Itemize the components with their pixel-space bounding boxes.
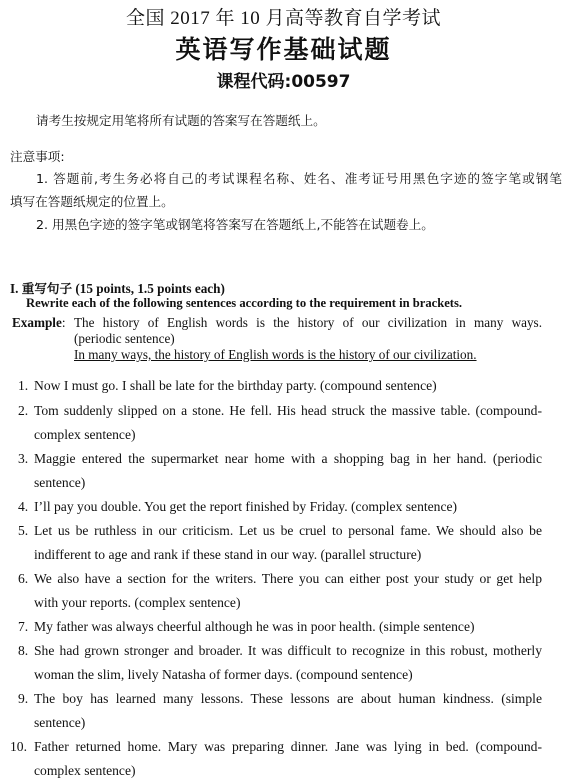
question-text-line-2: woman the slim, lively Natasha of former days. (compound sentence) [34,667,413,682]
question-text-line-2: complex sentence) [34,427,136,442]
question-text-line-1: Maggie entered the supermarket near home with a shopping bag in her hand. (periodic [34,451,542,466]
question-number: 8. [18,643,29,658]
example-sentence-line-2: (periodic sentence) [74,331,175,346]
note-1-line-1: 1. 答题前,考生务必将自己的考试课程名称、姓名、准考证号用黑色字迹的签字笔或钢笔 [36,171,562,186]
question-text-line-1: She had grown stronger and broader. It was difficult to recognize in this robust, motherly [34,643,542,658]
question-text-line-2: sentence) [34,715,86,730]
question-text-line-1: The boy has learned many lessons. These lessons are about human kindness. (simple [34,691,542,706]
exam-title: 全国 2017 年 10 月高等教育自学考试 [125,8,441,29]
question-number: 1. [18,378,29,393]
course-code: 课程代码:00597 [216,72,351,92]
note-2: 2. 用黑色字迹的签字笔或钢笔将答案写在答题纸上,不能答在试题卷上。 [36,217,434,232]
question-text-line-2: sentence) [34,475,86,490]
section-roman: I. [10,281,19,296]
question-text-line-1: Now I must go. I shall be late for the birthday party. (compound sentence) [34,378,437,393]
question-number: 5. [18,523,29,538]
question-number: 3. [18,451,29,466]
question-text-line-1: Let us be ruthless in our criticism. Let us be cruel to personal fame. We should also be [34,523,542,538]
notes-heading: 注意事项: [10,149,65,164]
example-sentence-line-1: The history of English words is the history of our civilization in many ways. [74,315,542,330]
question-text-line-1: Father returned home. Mary was preparing dinner. Jane was lying in bed. (compound- [34,739,542,754]
question-text-line-1: We also have a section for the writers. There you can either post your study or get help [34,571,542,586]
question-number: 2. [18,403,29,418]
section-title [10,278,225,297]
question-text-line-2: indifferent to age and rank if these stand in our way. (parallel structure) [34,547,422,562]
question-number: 9. [18,691,29,706]
question-text-line-2: complex sentence) [34,763,136,778]
note-1-line-2: 填写在答题纸规定的位置上。 [10,194,174,209]
question-number: 7. [18,619,29,634]
question-number: 4. [18,499,29,514]
general-instruction: 请考生按规定用笔将所有试题的答案写在答题纸上。 [36,113,326,128]
section-title-cn: 重写句子 [21,281,73,296]
section-direction: Rewrite each of the following sentences according to the requirement in brackets. [26,296,463,310]
question-number: 6. [18,571,29,586]
section-points: (15 points, 1.5 points each) [75,281,225,296]
question-text-line-1: I’ll pay you double. You get the report finished by Friday. (complex sentence) [34,499,458,514]
example-answer: In many ways, the history of English words is the history of our civilization. [74,347,477,362]
question-text-line-1: Tom suddenly slipped on a stone. He fell. His head struck the massive table. (compound- [34,403,542,418]
question-text-line-2: with your reports. (complex sentence) [34,595,241,610]
subject-title: 英语写作基础试题 [175,35,392,64]
example-block: Example: [12,315,66,330]
question-number: 10. [10,739,27,754]
example-label: Example [12,315,62,330]
question-text-line-1: My father was always cheerful although he was in poor health. (simple sentence) [34,619,475,634]
